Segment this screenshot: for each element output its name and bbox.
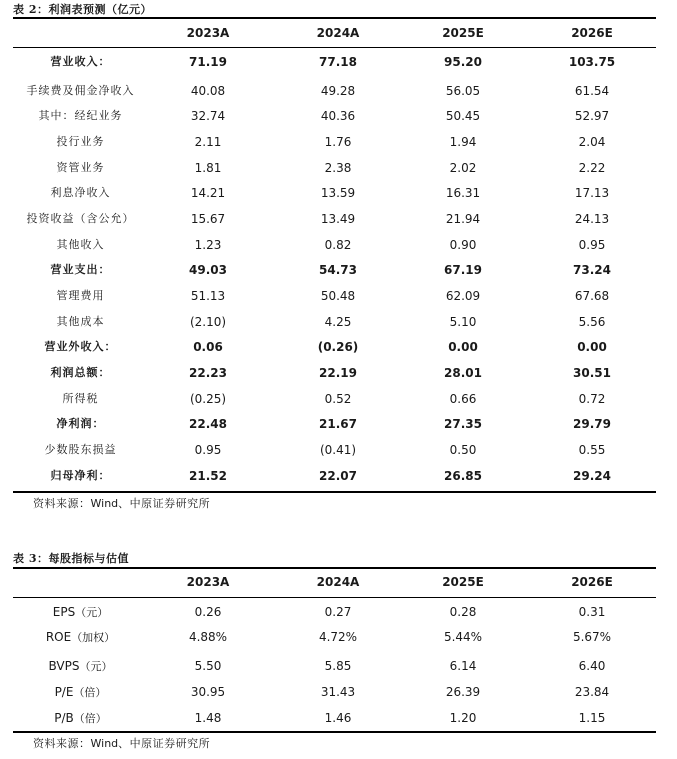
metric-cn: （倍） bbox=[73, 686, 107, 699]
cell-2026e: 103.75 bbox=[568, 55, 616, 69]
table-row bbox=[13, 183, 656, 203]
table-row bbox=[13, 260, 656, 280]
cell-2024a: 5.85 bbox=[324, 659, 352, 673]
row-label: 利润总额： bbox=[50, 366, 111, 379]
source-wind: Wind bbox=[90, 497, 119, 510]
cell-2024a: 4.72% bbox=[318, 630, 358, 644]
table-row bbox=[13, 389, 656, 409]
table-row bbox=[13, 414, 656, 434]
cell-2025e: 67.19 bbox=[444, 263, 482, 277]
cell-2026e: 5.56 bbox=[578, 315, 606, 329]
cell-2025e: 50.45 bbox=[445, 109, 481, 123]
cell-2023a: 51.13 bbox=[190, 289, 226, 303]
cell-2024a: 0.52 bbox=[324, 392, 352, 406]
cell-2023a: 0.06 bbox=[193, 340, 223, 354]
cell-2026e: 6.40 bbox=[578, 659, 606, 673]
cell-2023a: 1.23 bbox=[194, 238, 222, 252]
table-row bbox=[13, 158, 656, 178]
cell-2024a: 1.46 bbox=[324, 711, 352, 725]
table2-source bbox=[33, 495, 210, 511]
cell-2024a: 1.76 bbox=[324, 135, 352, 149]
table-row bbox=[13, 466, 656, 486]
cell-2025e: 26.39 bbox=[445, 685, 481, 699]
cell-2025e: 56.05 bbox=[445, 84, 481, 98]
cell-2025e: 1.20 bbox=[449, 711, 477, 725]
source-suffix: 、中原证券研究所 bbox=[118, 497, 211, 510]
cell-2024a: 0.82 bbox=[324, 238, 352, 252]
cell-2026e: 30.51 bbox=[573, 366, 611, 380]
cell-2023a: 32.74 bbox=[190, 109, 226, 123]
table-row bbox=[13, 682, 656, 702]
cell-2026e: 2.04 bbox=[578, 135, 606, 149]
cell-2023a: 71.19 bbox=[189, 55, 227, 69]
cell-2026e: 0.31 bbox=[578, 605, 606, 619]
cell-2026e: 61.54 bbox=[574, 84, 610, 98]
cell-2023a: 2.11 bbox=[194, 135, 222, 149]
cell-2024a: (0.26) bbox=[317, 340, 359, 354]
cell-2025e: 6.14 bbox=[449, 659, 477, 673]
cell-2026e: 2.22 bbox=[578, 161, 606, 175]
table-row bbox=[13, 209, 656, 229]
cell-2023a: 22.48 bbox=[189, 417, 227, 431]
metric-en: P/B bbox=[54, 711, 74, 725]
table-row bbox=[13, 602, 656, 622]
table3-col-2025e: 2025E bbox=[442, 575, 484, 589]
table3-caption: 表 3：每股指标与估值 bbox=[13, 552, 129, 565]
metric-en: P/E bbox=[54, 685, 74, 699]
cell-2023a: 22.23 bbox=[189, 366, 227, 380]
cell-2025e: 0.28 bbox=[449, 605, 477, 619]
row-label: 所得税 bbox=[62, 392, 99, 405]
row-label: 管理费用 bbox=[56, 289, 105, 302]
table2-top-rule bbox=[13, 17, 656, 19]
table2-caption: 表 2：利润表预测（亿元） bbox=[13, 3, 152, 16]
cell-2023a: 1.48 bbox=[194, 711, 222, 725]
metric-cn: （元） bbox=[79, 660, 113, 673]
row-label bbox=[13, 682, 148, 703]
cell-2024a: 77.18 bbox=[319, 55, 357, 69]
row-label: 营业收入： bbox=[50, 55, 111, 68]
cell-2026e: 0.95 bbox=[578, 238, 606, 252]
source-suffix: 、中原证券研究所 bbox=[118, 737, 211, 750]
row-label bbox=[13, 656, 148, 677]
cell-2023a: 49.03 bbox=[189, 263, 227, 277]
table-row bbox=[13, 312, 656, 332]
cell-2025e: 62.09 bbox=[445, 289, 481, 303]
row-label bbox=[13, 708, 148, 729]
table3-col-2026e: 2026E bbox=[571, 575, 613, 589]
table3-source bbox=[33, 735, 210, 751]
metric-cn: （加权） bbox=[71, 631, 116, 644]
row-label: 净利润： bbox=[56, 417, 105, 430]
cell-2025e: 5.10 bbox=[449, 315, 477, 329]
cell-2025e: 21.94 bbox=[445, 212, 481, 226]
table-row bbox=[13, 656, 656, 676]
row-label: 归母净利： bbox=[50, 469, 111, 482]
cell-2026e: 17.13 bbox=[574, 186, 610, 200]
table3-header-rule bbox=[13, 597, 656, 598]
cell-2025e: 28.01 bbox=[444, 366, 482, 380]
row-label: 资管业务 bbox=[56, 161, 105, 174]
cell-2024a: (0.41) bbox=[319, 443, 357, 457]
cell-2023a: 40.08 bbox=[190, 84, 226, 98]
cell-2024a: 13.49 bbox=[320, 212, 356, 226]
table2-col-2026e: 2026E bbox=[571, 26, 613, 40]
cell-2024a: 21.67 bbox=[319, 417, 357, 431]
cell-2023a: 14.21 bbox=[190, 186, 226, 200]
cell-2023a: (2.10) bbox=[189, 315, 227, 329]
cell-2026e: 73.24 bbox=[573, 263, 611, 277]
cell-2023a: 15.67 bbox=[190, 212, 226, 226]
metric-en: ROE bbox=[45, 630, 72, 644]
row-label: 利息净收入 bbox=[50, 186, 111, 199]
table-row bbox=[13, 627, 656, 647]
table2-col-2023a: 2023A bbox=[186, 26, 230, 40]
cell-2025e: 95.20 bbox=[444, 55, 482, 69]
cell-2026e: 29.79 bbox=[573, 417, 611, 431]
table-row bbox=[13, 235, 656, 255]
row-label: 营业支出： bbox=[50, 263, 111, 276]
cell-2024a: 13.59 bbox=[320, 186, 356, 200]
cell-2026e: 24.13 bbox=[574, 212, 610, 226]
row-label bbox=[13, 627, 148, 648]
table2-bottom-rule bbox=[13, 491, 656, 493]
metric-en: EPS bbox=[52, 605, 76, 619]
cell-2024a: 4.25 bbox=[324, 315, 352, 329]
cell-2025e: 26.85 bbox=[444, 469, 482, 483]
cell-2025e: 0.50 bbox=[449, 443, 477, 457]
cell-2024a: 0.27 bbox=[324, 605, 352, 619]
cell-2025e: 27.35 bbox=[444, 417, 482, 431]
cell-2025e: 16.31 bbox=[445, 186, 481, 200]
source-prefix: 资料来源： bbox=[33, 497, 91, 510]
cell-2023a: (0.25) bbox=[189, 392, 227, 406]
cell-2025e: 5.44% bbox=[443, 630, 483, 644]
row-label: 少数股东损益 bbox=[44, 443, 117, 456]
row-label: 其他收入 bbox=[56, 238, 105, 251]
cell-2024a: 50.48 bbox=[320, 289, 356, 303]
table3-col-2024a: 2024A bbox=[316, 575, 360, 589]
metric-en: BVPS bbox=[48, 659, 80, 673]
table-row bbox=[13, 708, 656, 728]
cell-2026e: 5.67% bbox=[572, 630, 612, 644]
cell-2025e: 0.00 bbox=[448, 340, 478, 354]
metric-cn: （元） bbox=[75, 606, 109, 619]
cell-2023a: 0.95 bbox=[194, 443, 222, 457]
cell-2023a: 0.26 bbox=[194, 605, 222, 619]
cell-2023a: 5.50 bbox=[194, 659, 222, 673]
metric-cn: （倍） bbox=[73, 712, 107, 725]
cell-2024a: 49.28 bbox=[320, 84, 356, 98]
table3-col-2023a: 2023A bbox=[186, 575, 230, 589]
row-label: 其中：经纪业务 bbox=[38, 109, 123, 122]
cell-2026e: 1.15 bbox=[578, 711, 606, 725]
table-row bbox=[13, 363, 656, 383]
row-label: 投资收益（含公允） bbox=[26, 212, 135, 225]
row-label: 手续费及佣金净收入 bbox=[26, 84, 135, 97]
table3-top-rule bbox=[13, 567, 656, 569]
cell-2024a: 31.43 bbox=[320, 685, 356, 699]
table-row bbox=[13, 52, 656, 72]
table-row bbox=[13, 81, 656, 101]
row-label bbox=[13, 602, 148, 623]
cell-2025e: 2.02 bbox=[449, 161, 477, 175]
cell-2026e: 67.68 bbox=[574, 289, 610, 303]
table-row bbox=[13, 337, 656, 357]
cell-2023a: 1.81 bbox=[194, 161, 222, 175]
cell-2026e: 23.84 bbox=[574, 685, 610, 699]
table2-header-row bbox=[13, 23, 656, 43]
cell-2026e: 52.97 bbox=[574, 109, 610, 123]
cell-2024a: 54.73 bbox=[319, 263, 357, 277]
row-label: 投行业务 bbox=[56, 135, 105, 148]
cell-2026e: 0.72 bbox=[578, 392, 606, 406]
table-row bbox=[13, 132, 656, 152]
cell-2025e: 0.90 bbox=[449, 238, 477, 252]
table-row bbox=[13, 106, 656, 126]
table-row bbox=[13, 286, 656, 306]
source-wind: Wind bbox=[90, 737, 119, 750]
cell-2023a: 4.88% bbox=[188, 630, 228, 644]
cell-2023a: 21.52 bbox=[189, 469, 227, 483]
table2-col-2025e: 2025E bbox=[442, 26, 484, 40]
cell-2026e: 0.00 bbox=[577, 340, 607, 354]
cell-2024a: 2.38 bbox=[324, 161, 352, 175]
table3-bottom-rule bbox=[13, 731, 656, 733]
cell-2025e: 0.66 bbox=[449, 392, 477, 406]
cell-2025e: 1.94 bbox=[449, 135, 477, 149]
source-prefix: 资料来源： bbox=[33, 737, 91, 750]
cell-2023a: 30.95 bbox=[190, 685, 226, 699]
row-label: 营业外收入： bbox=[44, 340, 117, 353]
cell-2026e: 29.24 bbox=[573, 469, 611, 483]
cell-2024a: 40.36 bbox=[320, 109, 356, 123]
table3-header-row bbox=[13, 572, 656, 592]
table2-header-rule bbox=[13, 47, 656, 48]
cell-2024a: 22.19 bbox=[319, 366, 357, 380]
cell-2024a: 22.07 bbox=[319, 469, 357, 483]
cell-2026e: 0.55 bbox=[578, 443, 606, 457]
row-label: 其他成本 bbox=[56, 315, 105, 328]
table-row bbox=[13, 440, 656, 460]
table2-col-2024a: 2024A bbox=[316, 26, 360, 40]
